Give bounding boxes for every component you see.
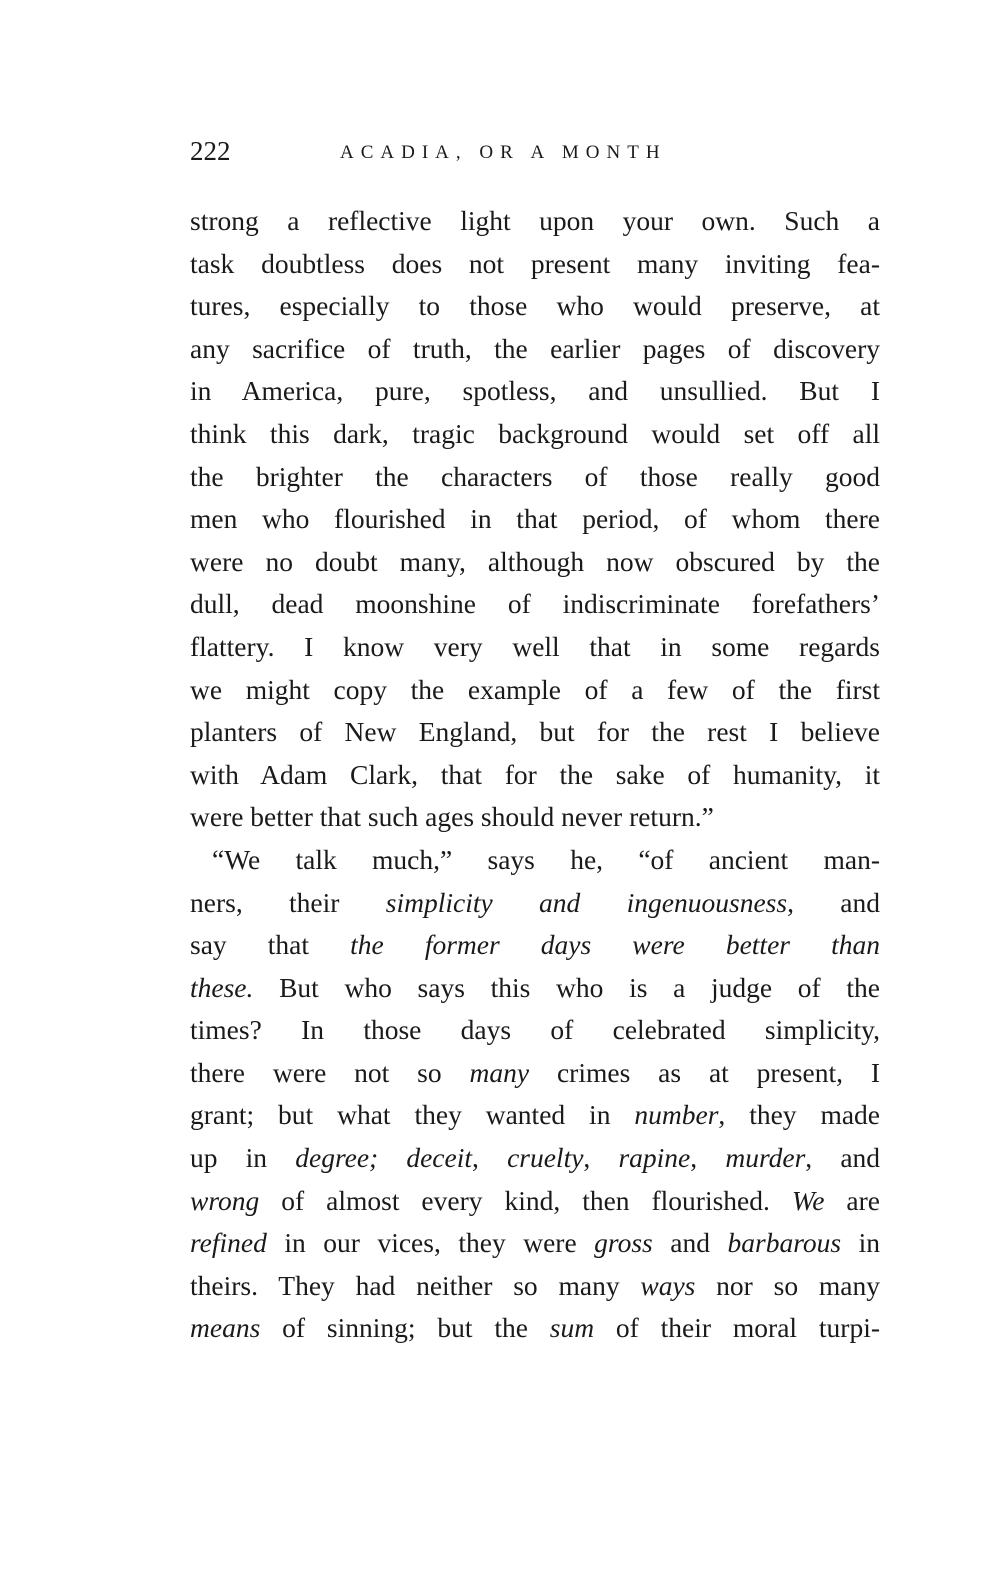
text-segment: , and [787,886,880,918]
text-segment: , they made [718,1099,881,1131]
italic-text: sum [549,1312,595,1344]
text-line [190,541,880,584]
text-segment: , [472,1142,508,1174]
text-segment: were no doubt many, although now obscured by the [190,545,880,577]
text-line [190,200,880,243]
text-segment: theirs. They had neither so many [190,1269,641,1301]
text-line [190,1265,880,1308]
italic-text: barbarous [727,1227,842,1259]
body-text [190,200,880,1350]
text-line [190,413,880,456]
text-segment: of their moral turpi- [594,1312,880,1344]
text-line [190,669,880,712]
text-segment: of almost every kind, then flourished. [259,1184,792,1216]
text-line [190,754,880,797]
text-segment: there were not so [190,1056,470,1088]
running-title: ACADIA, OR A MONTH [340,142,667,163]
text-line [190,924,880,967]
italic-text: ways [640,1269,696,1301]
text-line [190,1052,880,1095]
text-line [190,882,880,925]
text-line [190,1222,880,1265]
italic-text: wrong [190,1184,260,1216]
italic-text: murder [725,1142,806,1174]
text-segment: “We talk much,” says he, “of ancient man- [212,843,880,875]
text-segment: , [583,1142,619,1174]
text-segment: and [652,1227,728,1259]
italic-text: rapine [618,1142,691,1174]
text-segment: nor so many [695,1269,880,1301]
text-line [190,456,880,499]
italic-text: these. [190,971,254,1003]
text-segment: up in [190,1142,296,1174]
italic-text: cruelty [507,1142,584,1174]
text-segment: men who flourished in that period, of whom there [190,503,880,535]
text-line [190,796,880,839]
text-segment: in [841,1227,880,1259]
text-line [190,1137,880,1180]
italic-text: means [190,1312,261,1344]
text-line [190,583,880,626]
text-segment: were better that such ages should never return.” [190,801,714,833]
text-segment: of sinning; but the [260,1312,550,1344]
italic-text: simplicity and ingenuousness [385,886,788,918]
italic-text: many [469,1056,530,1088]
text-segment: strong a reflective light upon your own. Such a [190,205,880,236]
text-segment: times? In those days of celebrated simplicity, [190,1014,880,1046]
text-line [190,839,880,882]
italic-text: refined [190,1227,267,1259]
text-line [190,1307,880,1350]
text-segment: in America, pure, spotless, and unsullied. But I [190,375,880,407]
text-segment: think this dark, tragic background would set off all [190,417,880,449]
text-line [190,328,880,371]
text-segment: any sacrifice of truth, the earlier pages of discovery [190,332,880,364]
text-segment: grant; but what they wanted in [190,1099,635,1131]
text-segment: dull, dead moonshine of indiscriminate forefathers’ [190,588,880,620]
text-line [190,1094,880,1137]
text-segment: , [690,1142,726,1174]
text-line [190,967,880,1010]
text-segment: , and [805,1142,881,1174]
text-line [190,243,880,286]
text-segment: planters of New England, but for the rest I believe [190,716,880,748]
text-line [190,626,880,669]
text-segment: flattery. I know very well that in some regards [190,630,880,662]
text-line [190,1180,880,1223]
text-segment: are [824,1184,880,1216]
text-line [190,1009,880,1052]
text-segment: crimes as at present, I [529,1056,880,1088]
text-segment: the brighter the characters of those really good [190,460,880,492]
text-segment: task doubtless does not present many inviting fea- [190,247,880,279]
text-segment: we might copy the example of a few of the first [190,673,880,705]
text-line [190,370,880,413]
text-segment: with Adam Clark, that for the sake of humanity, it [190,758,880,790]
italic-text: the former days were better than [350,929,880,961]
text-line [190,711,880,754]
text-segment: But who says this who is a judge of the [253,971,880,1003]
text-segment: tures, especially to those who would preserve, at [190,290,880,322]
italic-text: number [634,1099,719,1131]
text-segment: ners, their [190,886,386,918]
text-segment: in our vices, they were [266,1227,595,1259]
italic-text: We [791,1184,825,1216]
italic-text: gross [594,1227,653,1259]
italic-text: degree; deceit [295,1142,473,1174]
running-header [190,136,880,176]
page-number: 222 [190,136,231,166]
text-line [190,285,880,328]
text-line [190,498,880,541]
text-segment: say that [190,929,351,961]
